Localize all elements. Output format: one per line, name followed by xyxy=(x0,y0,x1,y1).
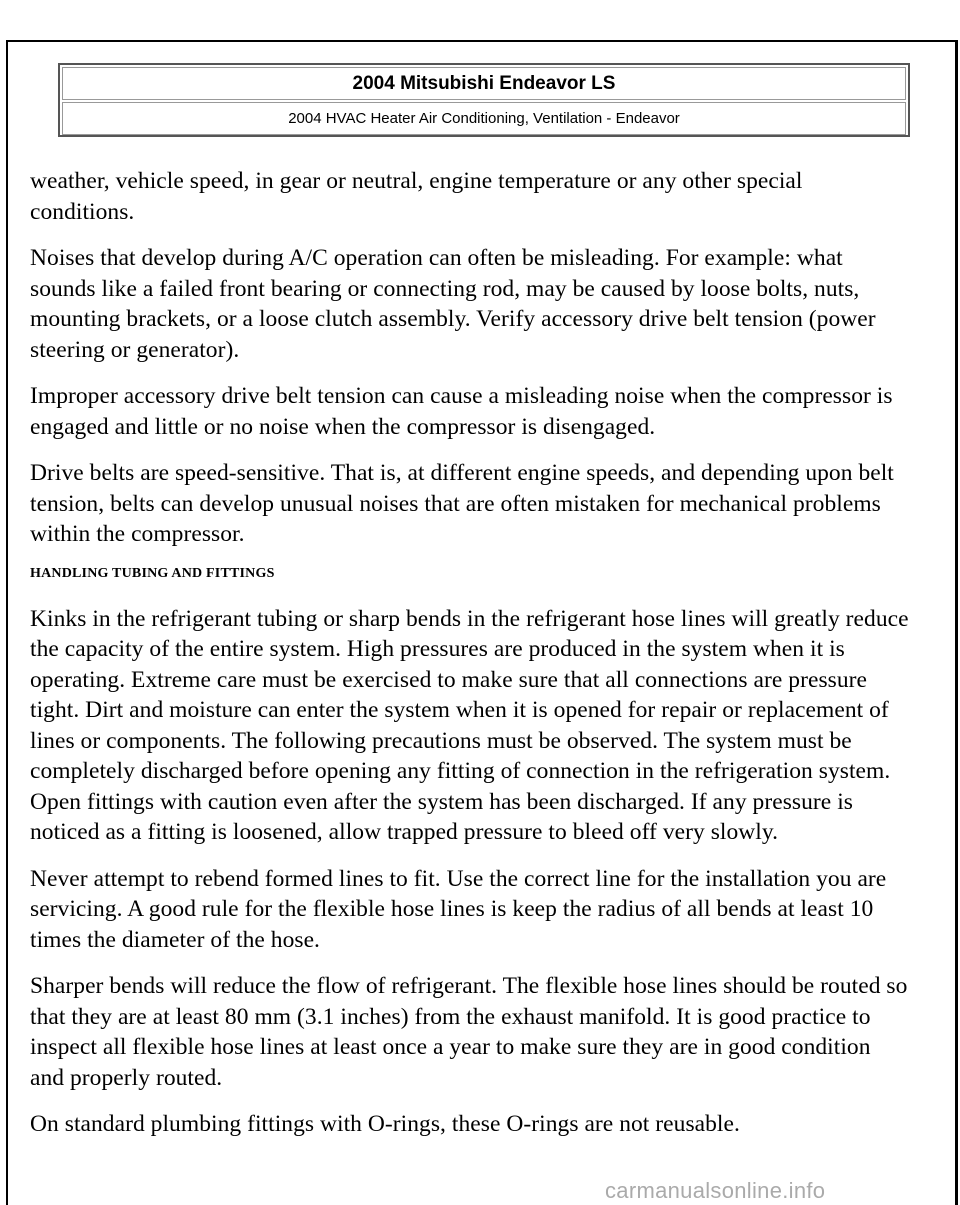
paragraph: Noises that develop during A/C operation can often be misleading. For example: what sounds like a failed front bearing or connecting rod, may be caused by loose bolts, nuts, mounting brackets, or a loose clutch assembly. Verify accessory drive belt tension (power steering or generator). xyxy=(30,245,876,363)
paragraph: Kinks in the refrigerant tubing or sharp bends in the refrigerant hose lines will greatly reduce the capacity of the entire system. High pressures are produced in the system when it is operating. Extreme care must be exercised to make sure that all connections are pressure tight. Dirt and moisture can enter the system when it is opened for repair or replacement of lines or components. The following precautions must be observed. The system must be completely discharged before opening any fitting of connection in the refrigeration system. Open fittings with caution even after the system has been discharged. If any pressure is noticed as a fitting is loosened, allow trapped pressure to bleed off very slowly. xyxy=(30,605,909,845)
document-title: 2004 Mitsubishi Endeavor LS xyxy=(62,67,906,100)
document-body xyxy=(30,166,910,1156)
paragraph: Never attempt to rebend formed lines to fit. Use the correct line for the installation you are servicing. A good rule for the flexible hose lines is keep the radius of all bends at least 10 times the diameter of the hose. xyxy=(30,865,887,953)
document-header xyxy=(58,63,910,137)
paragraph: Drive belts are speed-sensitive. That is, at different engine speeds, and depending upon belt tension, belts can develop unusual noises that are often mistaken for mechanical problems within the compressor. xyxy=(30,460,894,547)
watermark-footer: carmanualsonline.info xyxy=(605,1178,826,1203)
paragraph: On standard plumbing fittings with O-rings, these O-rings are not reusable. xyxy=(30,1111,740,1137)
section-heading: HANDLING TUBING AND FITTINGS xyxy=(30,565,275,581)
document-subtitle: 2004 HVAC Heater Air Conditioning, Ventilation - Endeavor xyxy=(62,102,906,135)
paragraph: weather, vehicle speed, in gear or neutral, engine temperature or any other special conditions. xyxy=(30,168,803,225)
paragraph: Sharper bends will reduce the flow of refrigerant. The flexible hose lines should be routed so that they are at least 80 mm (3.1 inches) from the exhaust manifold. It is good practice to inspect all flexible hose lines at least once a year to make sure they are in good condition and properly routed. xyxy=(30,973,908,1091)
paragraph: Improper accessory drive belt tension can cause a misleading noise when the compressor is engaged and little or no noise when the compressor is disengaged. xyxy=(30,383,893,440)
